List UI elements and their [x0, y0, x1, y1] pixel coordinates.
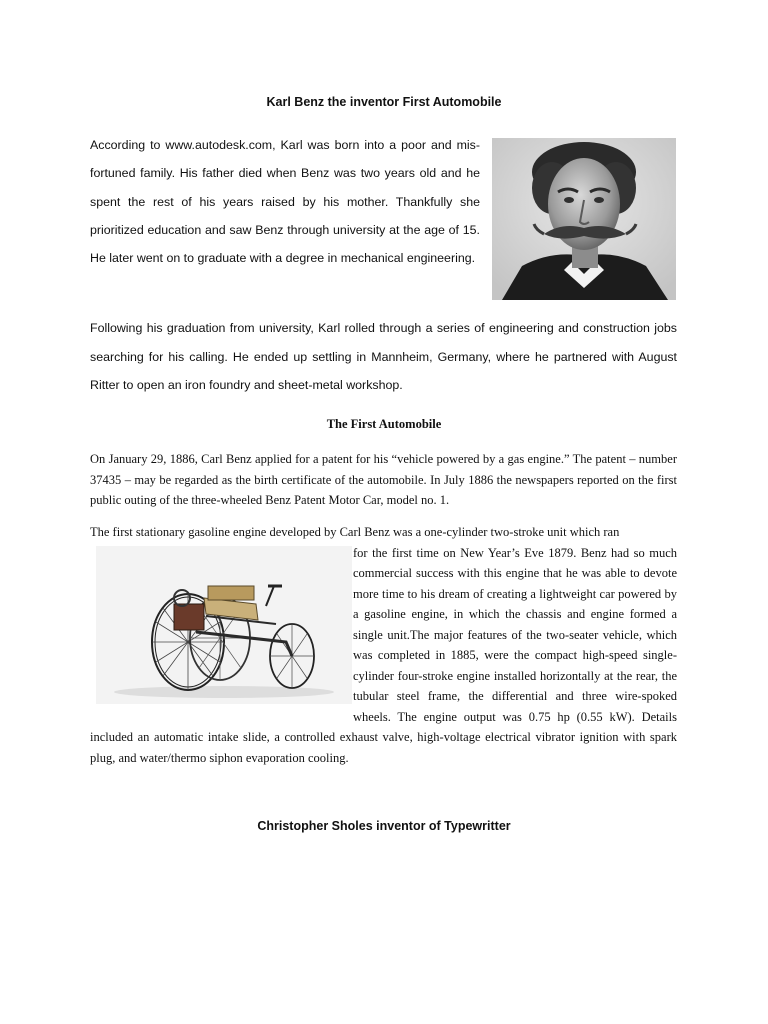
- paragraph-benz-career: Following his graduation from university, Karl rolled through a series of engineering and construction jobs searching for his calling. He ended up settling in Mannheim, Germany, where he partnered with August Ritter to open an iron foundry and sheet-metal workshop.: [90, 321, 677, 392]
- paragraph-benz-early-life: According to www.autodesk.com, Karl was born into a poor and mis-fortuned family. His father died when Benz was two years old and he spent the rest of his years raised by his mother. Thankfully she prioritized education and saw Benz through university at the age of 15. He later went on to graduate with a degree in mechanical engineering.: [90, 138, 480, 266]
- karl-benz-portrait-image: [492, 138, 676, 300]
- paragraph-engine-first-line: The first stationary gasoline engine developed by Carl Benz was a one-cylinder two-stroke unit which ran: [90, 525, 620, 539]
- paragraph-patent: On January 29, 1886, Carl Benz applied for a patent for his “vehicle powered by a gas engine.” The patent – number 37435 – may be regarded as the birth certificate of the automobile. In July 1886 the newspapers reported on the first public outing of the three-wheeled Benz Patent Motor Car, model no. 1.: [90, 452, 677, 507]
- section-title-first-automobile: The First Automobile: [326, 417, 442, 431]
- section-title-karl-benz: Karl Benz the inventor First Automobile: [266, 95, 502, 109]
- benz-patent-motor-car-image: [96, 546, 352, 704]
- paragraph-engine-body: for the first time on New Year’s Eve 1879. Benz had so much commercial success with this engine that he was able to devote more time to his dream of creating a lightweight car powered by a gasoline engine, in which the chassis and engine formed a single unit.The major features of the two-seater vehicle, which was completed in 1885, were the compact high-speed single-cylinder four-stroke engine installed horizontally at the rear, the tubular steel frame, the differential and three wire-spoked wheels. The engine output was 0.75 hp (0.55 kW). Details included an automatic intake slide, a controlled exhaust valve, high-voltage electrical vibrator ignition with spark plug, and water/thermo siphon evaporation cooling.: [90, 545, 677, 765]
- section-title-christopher-sholes: Christopher Sholes inventor of Typewritter: [257, 819, 511, 833]
